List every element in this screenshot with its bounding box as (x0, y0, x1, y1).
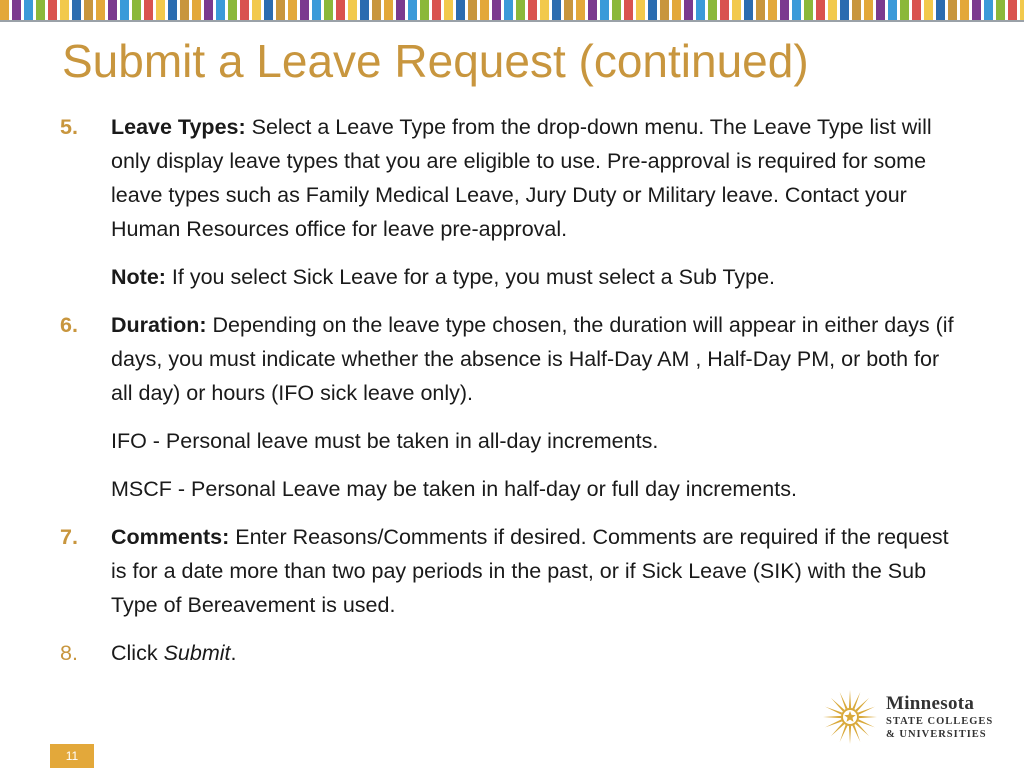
logo-ray (840, 725, 848, 742)
minnesota-state-logo (822, 686, 1012, 748)
stripe-segment (372, 0, 381, 20)
stripe-segment (492, 0, 501, 20)
stripe-segment (984, 0, 993, 20)
stripe-segment (0, 0, 9, 20)
stripe-segment (924, 0, 933, 20)
item-number: 7. (60, 525, 78, 549)
item-label: Duration: (111, 313, 207, 337)
stripe-segment (1008, 0, 1017, 20)
mscf-paragraph: MSCF - Personal Leave may be taken in half-day or full day increments. (111, 477, 797, 501)
stripe-segment (612, 0, 621, 20)
stripe-segment (912, 0, 921, 20)
stripe-segment (936, 0, 945, 20)
stripe-segment (240, 0, 249, 20)
stripe-segment (360, 0, 369, 20)
list-item-7 (60, 520, 960, 622)
logo-ray (825, 707, 842, 715)
stripe-segment (24, 0, 33, 20)
stripe-segment (456, 0, 465, 20)
stripe-segment (204, 0, 213, 20)
logo-ray (859, 716, 877, 718)
stripe-segment (960, 0, 969, 20)
stripe-segment (312, 0, 321, 20)
stripe-segment (636, 0, 645, 20)
stripe-segment (564, 0, 573, 20)
stripe-segment (12, 0, 21, 20)
stripe-segment (168, 0, 177, 20)
slide-title: Submit a Leave Request (continued) (62, 35, 809, 87)
item-label: Leave Types: (111, 115, 246, 139)
submit-word: Submit (163, 641, 231, 665)
stripe-segment (264, 0, 273, 20)
logo-ray (823, 716, 841, 718)
stripe-segment (780, 0, 789, 20)
logo-ray (849, 726, 851, 744)
stripe-segment (684, 0, 693, 20)
logo-text (886, 693, 993, 741)
stripe-segment (540, 0, 549, 20)
item-label: Comments: (111, 525, 230, 549)
logo-line-1: Minnesota (886, 693, 975, 714)
stripe-segment (696, 0, 705, 20)
stripe-segment (192, 0, 201, 20)
stripe-segment (900, 0, 909, 20)
stripe-segment (516, 0, 525, 20)
item-text: Depending on the leave type chosen, the duration will appear in either days (if days, you must indicate whether the absence is Half-Day AM , Half-Day PM, or both for all day) or hours (IFO sick leave only). (111, 313, 954, 405)
logo-ray (858, 719, 875, 727)
stripe-segment (36, 0, 45, 20)
stripe-segment (972, 0, 981, 20)
logo-line-3: & UNIVERSITIES (886, 729, 987, 740)
stripe-segment (48, 0, 57, 20)
stripe-segment (552, 0, 561, 20)
stripe-segment (348, 0, 357, 20)
stripe-segment (396, 0, 405, 20)
stripe-segment (288, 0, 297, 20)
stripe-segment (252, 0, 261, 20)
stripe-segment (672, 0, 681, 20)
stripe-segment (480, 0, 489, 20)
item-number: 5. (60, 115, 78, 139)
item-text: Click (111, 641, 164, 665)
stripe-segment (528, 0, 537, 20)
page-number-badge: 11 (50, 744, 94, 768)
stripe-segment (504, 0, 513, 20)
stripe-segment (840, 0, 849, 20)
stripe-segment (108, 0, 117, 20)
list-item-6 (60, 308, 960, 410)
stripe-segment (576, 0, 585, 20)
stripe-segment (144, 0, 153, 20)
list-item-5 (60, 110, 960, 246)
stripe-segment (804, 0, 813, 20)
stripe-segment (1020, 0, 1024, 20)
stripe-segment (324, 0, 333, 20)
stripe-segment (132, 0, 141, 20)
stripe-divider (0, 20, 1024, 22)
logo-line-2: STATE COLLEGES (886, 716, 994, 727)
logo-ray (825, 719, 842, 727)
item-text-end: . (230, 641, 237, 665)
stripe-segment (816, 0, 825, 20)
stripe-segment (120, 0, 129, 20)
stripe-segment (852, 0, 861, 20)
item-text: Select a Leave Type from the drop-down menu. The Leave Type list will only display leave types that you are eligible to use. Pre-approval is required for some leave types such as Family Medical Leave, Jury Duty or Military leave. Contact your Human Resources office for leave pre-approval. (111, 115, 932, 241)
stripe-segment (156, 0, 165, 20)
stripe-segment (300, 0, 309, 20)
logo-ray (858, 707, 875, 715)
logo-ray (852, 692, 860, 709)
minnesota-star-icon (822, 689, 878, 745)
stripe-segment (792, 0, 801, 20)
stripe-segment (888, 0, 897, 20)
note-label: Note: (111, 265, 166, 289)
logo-ray (852, 725, 860, 742)
stripe-segment (96, 0, 105, 20)
stripe-segment (216, 0, 225, 20)
stripe-segment (72, 0, 81, 20)
stripe-segment (228, 0, 237, 20)
stripe-segment (876, 0, 885, 20)
stripe-segment (276, 0, 285, 20)
stripe-segment (828, 0, 837, 20)
note-text: If you select Sick Leave for a type, you must select a Sub Type. (165, 265, 776, 289)
stripe-segment (948, 0, 957, 20)
ifo-paragraph: IFO - Personal leave must be taken in all-day increments. (111, 429, 659, 453)
stripe-segment (432, 0, 441, 20)
item-number: 8. (60, 641, 78, 665)
stripe-segment (444, 0, 453, 20)
stripe-segment (768, 0, 777, 20)
stripe-segment (180, 0, 189, 20)
stripe-segment (468, 0, 477, 20)
stripe-segment (420, 0, 429, 20)
logo-ray (840, 692, 848, 709)
stripe-segment (588, 0, 597, 20)
note-paragraph (60, 260, 960, 294)
stripe-segment (60, 0, 69, 20)
stripe-segment (624, 0, 633, 20)
stripe-segment (660, 0, 669, 20)
stripe-segment (336, 0, 345, 20)
stripe-segment (996, 0, 1005, 20)
item-number: 6. (60, 313, 78, 337)
stripe-segment (408, 0, 417, 20)
stripe-segment (732, 0, 741, 20)
stripe-segment (720, 0, 729, 20)
stripe-segment (84, 0, 93, 20)
stripe-segment (708, 0, 717, 20)
stripe-segment (756, 0, 765, 20)
stripe-segment (384, 0, 393, 20)
stripe-segment (600, 0, 609, 20)
stripe-segment (648, 0, 657, 20)
item-text: Enter Reasons/Comments if desired. Comments are required if the request is for a date more than two pay periods in the past, or if Sick Leave (SIK) with the Sub Type of Bereavement is used. (111, 525, 949, 617)
list-item-8 (60, 636, 960, 670)
stripe-segment (744, 0, 753, 20)
stripe-segment (864, 0, 873, 20)
logo-ray (849, 690, 851, 708)
top-color-stripe (0, 0, 1024, 20)
slide-body (60, 110, 960, 684)
